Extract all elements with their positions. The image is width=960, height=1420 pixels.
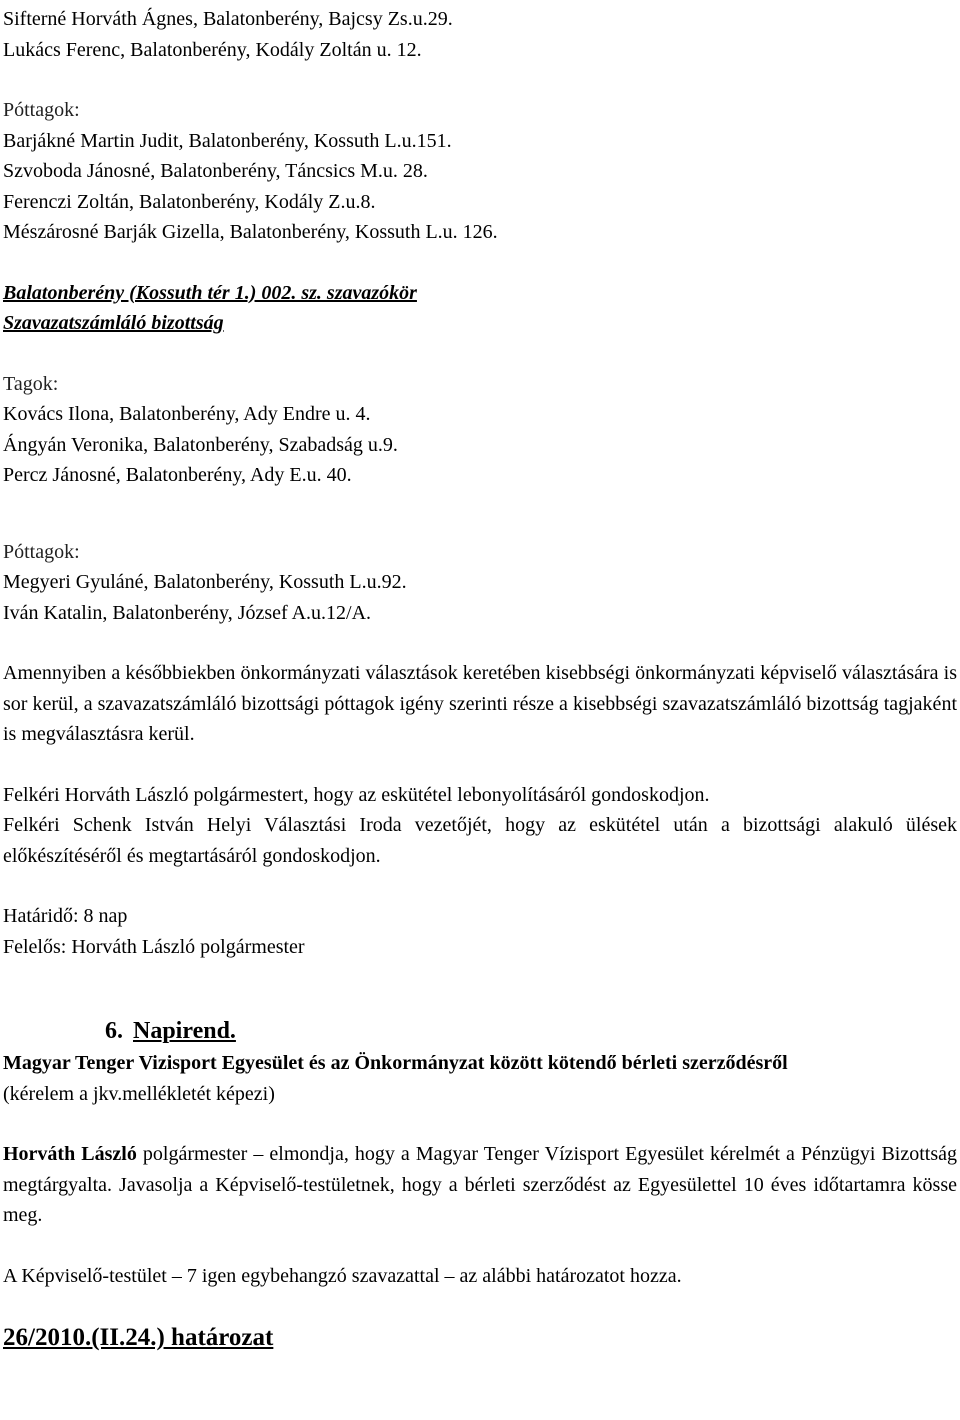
spacer (3, 1291, 957, 1321)
deadline-line: Határidő: 8 nap (3, 905, 128, 927)
spacer (3, 871, 957, 901)
spacer (3, 248, 957, 278)
members-heading: Tagok: (3, 372, 59, 395)
spacer (3, 521, 957, 537)
spacer (3, 65, 957, 95)
member-line: Percz Jánosné, Balatonberény, Ady E.u. 40. (3, 464, 352, 486)
substitute-line: Mészárosné Barják Gizella, Balatonberény, Kossuth L.u. 126. (3, 221, 498, 243)
office-paragraph: Felkéri Schenk István Helyi Választási Iroda vezetőjét, hogy az eskütétel után a bizottsági alakuló ülések előkészítéséről és megtartásáról gondoskodjon. (3, 814, 957, 867)
spacer (3, 339, 957, 369)
attachment-note: (kérelem a jkv.mellékletét képezi) (3, 1082, 275, 1105)
speaker-text: polgármester – elmondja, hogy a Magyar Tenger Vízisport Egyesület kérelmét a Pénzügyi Bizottság megtárgyalta. Javasolja a Képviselő-testületnek, hogy a bérleti szerződést az Egyesülettel 10 éves időtartamra kösse meg. (3, 1143, 957, 1226)
substitute-line: Barjákné Martin Judit, Balatonberény, Kossuth L.u.151. (3, 129, 452, 152)
spacer (3, 962, 957, 992)
substitute-line: Szvoboda Jánosné, Balatonberény, Táncsics M.u. 28. (3, 160, 428, 182)
agenda-subject: Magyar Tenger Vizisport Egyesület és az Önkormányzat között kötendő bérleti szerződésről (3, 1052, 788, 1074)
agenda-title: Napirend. (133, 1018, 236, 1044)
spacer (3, 628, 957, 658)
spacer (3, 491, 957, 521)
substitutes-heading: Póttagok: (3, 540, 80, 563)
minority-paragraph: Amennyiben a későbbiekben önkormányzati választások keretében kisebbségi önkormányzati képviselő választására is sor kerül, a szavazatszámláló bizottsági póttagok igény szerinti része a kisebbségi szavazatszámláló bizottság tagjaként is megválasztásra kerül. (3, 662, 957, 745)
agenda-heading (3, 1014, 957, 1048)
mayor-paragraph: Felkéri Horváth László polgármestert, hogy az eskütétel lebonyolításáról gondoskodjon. (3, 783, 710, 806)
spacer (3, 1231, 957, 1261)
resolution-id: 26/2010.(II.24.) határozat (3, 1324, 274, 1351)
substitutes-heading: Póttagok: (3, 99, 80, 121)
substitute-line: Ferenczi Zoltán, Balatonberény, Kodály Z.u.8. (3, 190, 376, 213)
member-line: Sifterné Horváth Ágnes, Balatonberény, Bajcsy Zs.u.29. (3, 8, 453, 30)
speaker-paragraph (3, 1139, 957, 1231)
vote-line: A Képviselő-testület – 7 igen egybehangzó szavazattal – az alábbi határozatot hozza. (3, 1264, 682, 1287)
document-page (3, 4, 957, 1355)
district-title: Balatonberény (Kossuth tér 1.) 002. sz. szavazókör (3, 281, 417, 304)
committee-title: Szavazatszámláló bizottság (3, 312, 224, 334)
spacer (3, 992, 957, 1014)
spacer (3, 750, 957, 780)
member-line: Lukács Ferenc, Balatonberény, Kodály Zoltán u. 12. (3, 38, 422, 61)
speaker-name: Horváth László (3, 1143, 137, 1165)
spacer (3, 1109, 957, 1139)
responsible-line: Felelős: Horváth László polgármester (3, 935, 305, 958)
substitute-line: Iván Katalin, Balatonberény, József A.u.12/A. (3, 601, 372, 624)
substitute-line: Megyeri Gyuláné, Balatonberény, Kossuth L.u.92. (3, 571, 407, 593)
member-line: Ángyán Veronika, Balatonberény, Szabadság u.9. (3, 433, 398, 456)
agenda-number: 6. (105, 1018, 123, 1044)
member-line: Kovács Ilona, Balatonberény, Ady Endre u. 4. (3, 403, 371, 425)
